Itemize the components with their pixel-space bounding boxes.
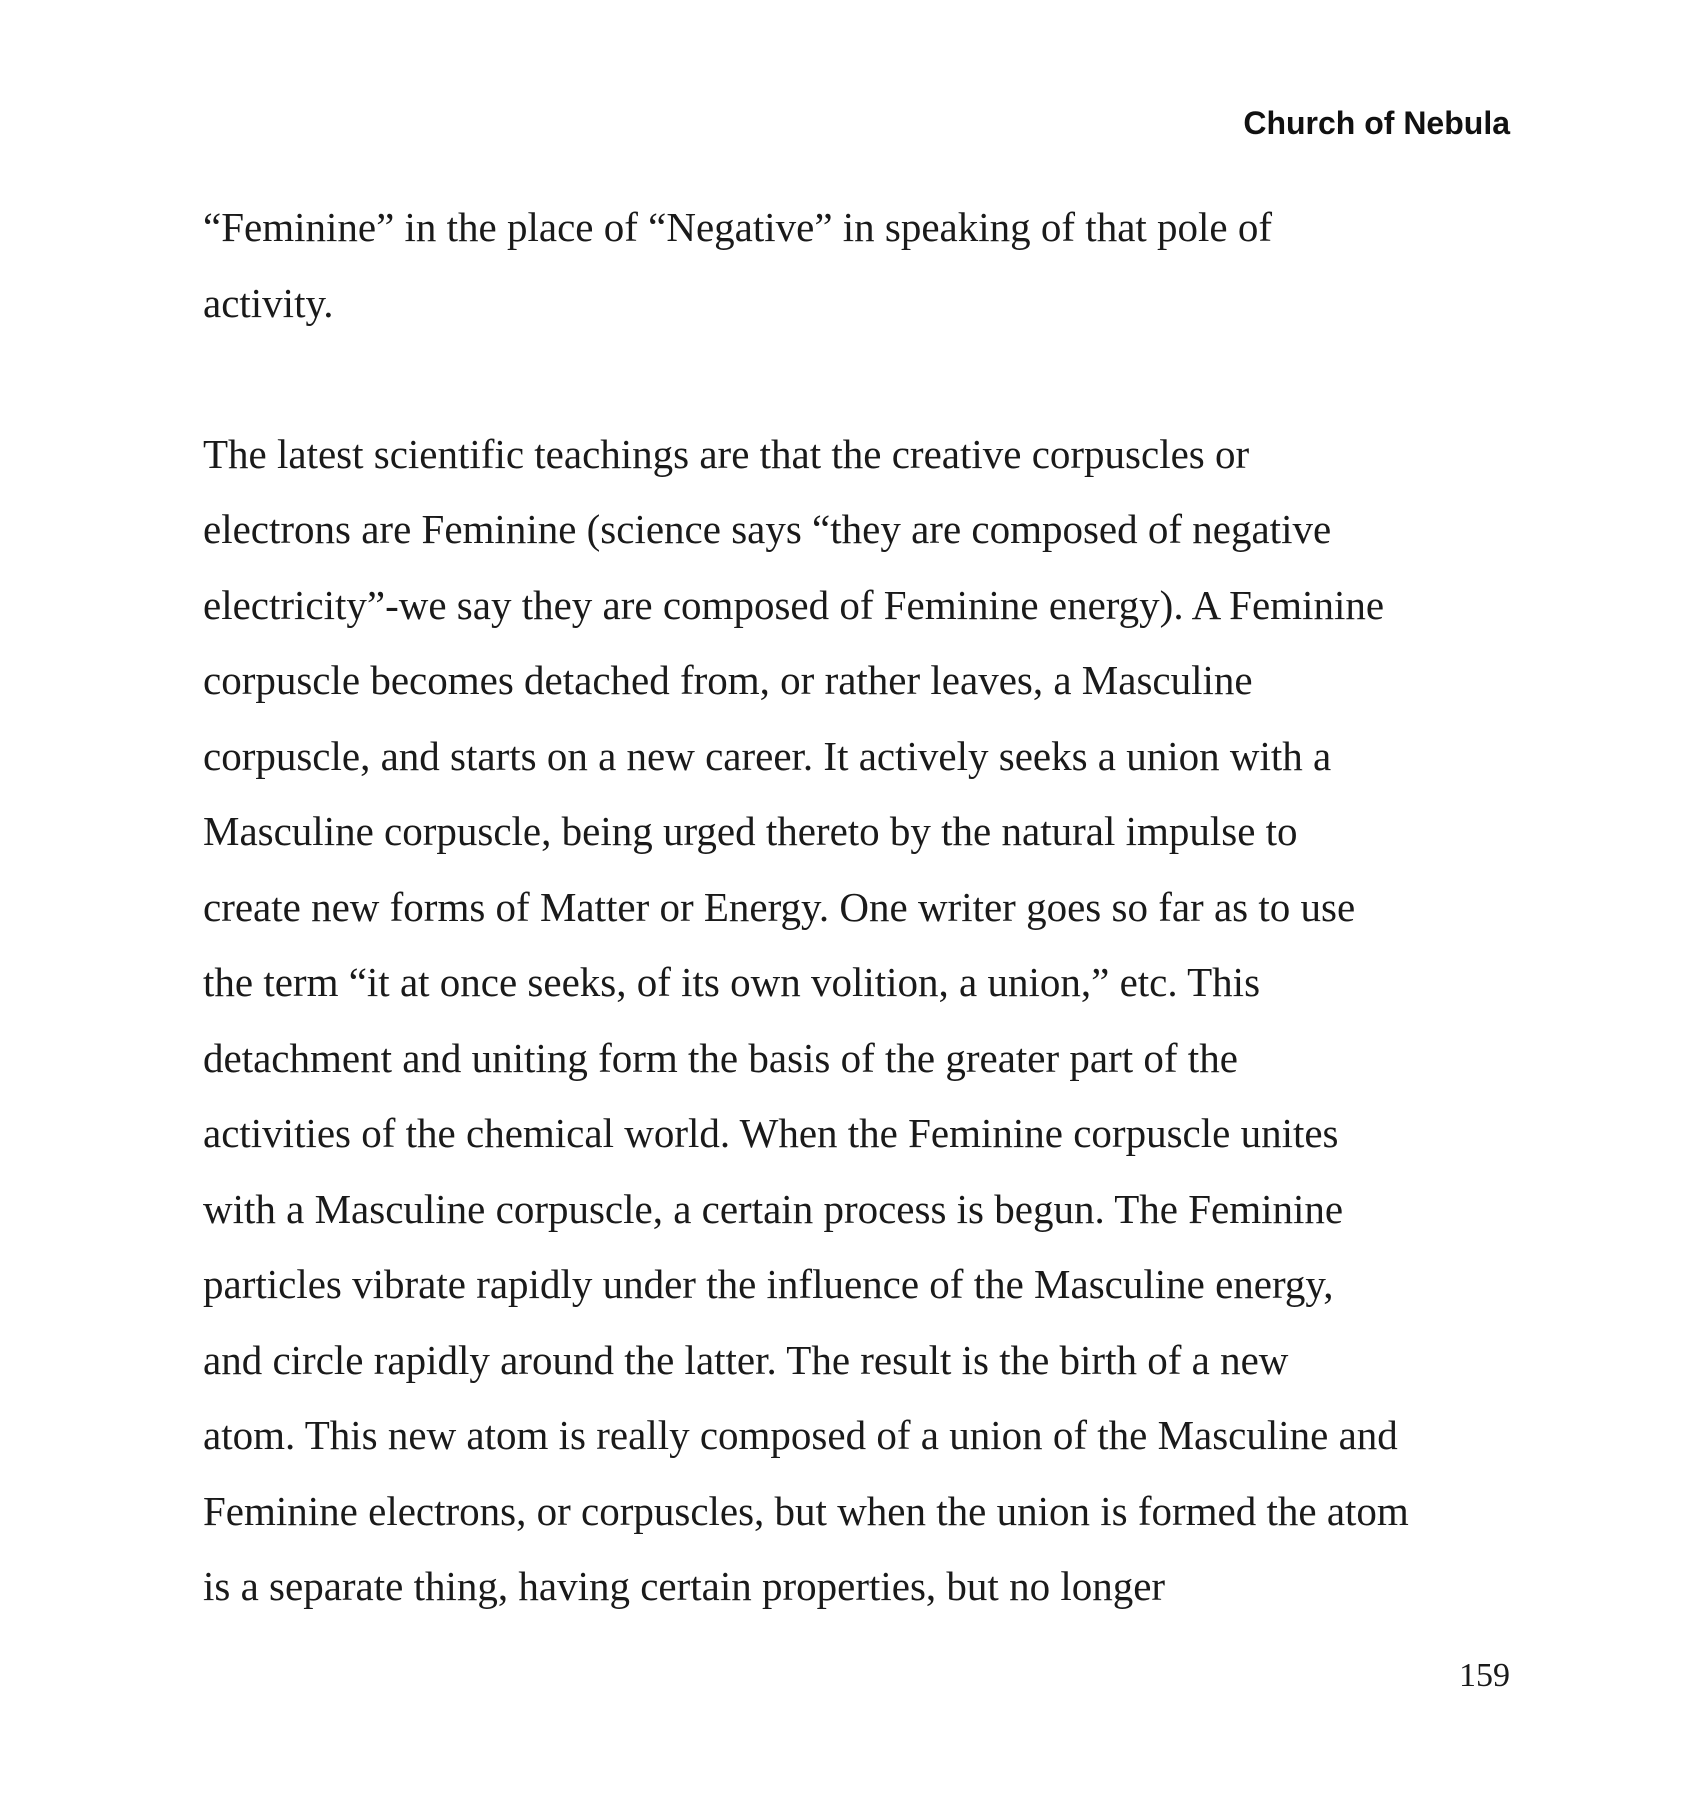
text-line: is a separate thing, having certain properties, but no longer	[203, 1563, 1166, 1609]
body-text	[203, 190, 1523, 1625]
text-line: corpuscle becomes detached from, or rather leaves, a Masculine	[203, 657, 1253, 703]
text-line: Feminine electrons, or corpuscles, but when the union is formed the atom	[203, 1487, 1409, 1534]
text-line: and circle rapidly around the latter. The result is the birth of a new	[203, 1336, 1289, 1383]
paragraph-gap	[203, 341, 1523, 417]
paragraph-2	[203, 417, 1523, 1625]
text-line: activities of the chemical world. When the Feminine corpuscle unites	[203, 1110, 1339, 1156]
text-line: detachment and uniting form the basis of the greater part of the	[203, 1034, 1238, 1081]
text-line: activity.	[203, 279, 334, 326]
page-number: 159	[1459, 1657, 1510, 1694]
text-line: the term “it at once seeks, of its own volition, a union,” etc. This	[203, 959, 1261, 1005]
paragraph-1	[203, 190, 1523, 341]
text-line: Masculine corpuscle, being urged thereto by the natural impulse to	[203, 808, 1298, 854]
text-line: corpuscle, and starts on a new career. It actively seeks a union with a	[203, 732, 1332, 779]
text-line: electricity”-we say they are composed of Feminine energy). A Feminine	[203, 581, 1385, 628]
text-line: with a Masculine corpuscle, a certain process is begun. The Feminine	[203, 1185, 1344, 1232]
text-line: “Feminine” in the place of “Negative” in speaking of that pole of	[203, 204, 1273, 250]
running-header: Church of Nebula	[1243, 105, 1510, 141]
text-line: The latest scientific teachings are that the creative corpuscles or	[203, 430, 1250, 477]
text-line: create new forms of Matter or Energy. One writer goes so far as to use	[203, 883, 1356, 930]
text-line: atom. This new atom is really composed of a union of the Masculine and	[203, 1412, 1398, 1458]
text-line: particles vibrate rapidly under the influence of the Masculine energy,	[203, 1261, 1334, 1307]
text-line: electrons are Feminine (science says “they are composed of negative	[203, 506, 1332, 552]
